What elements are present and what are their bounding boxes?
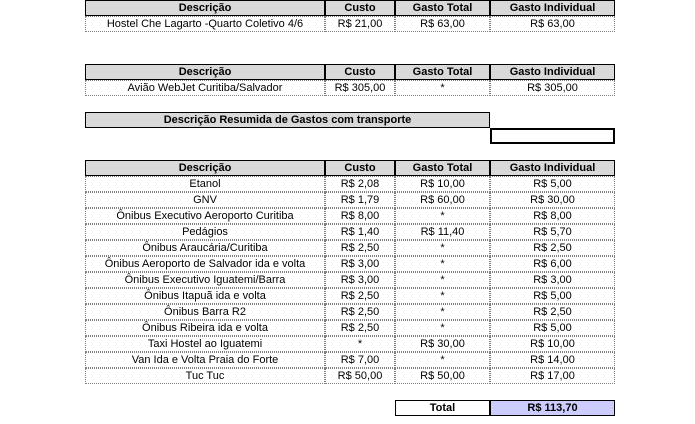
blank-cell[interactable] <box>325 128 395 144</box>
data-cell-gasto-individual[interactable] <box>490 320 615 336</box>
spacer-cell <box>615 112 695 128</box>
spacer-cell <box>0 112 85 128</box>
cell-text: R$ 1,40 <box>325 224 395 240</box>
spacer-cell <box>615 144 695 160</box>
cell-text <box>395 144 490 160</box>
header-label-gasto-total: Gasto Total <box>395 64 490 80</box>
cell-text: Ônibus Itapuã ida e volta <box>85 288 325 304</box>
blank-cell[interactable] <box>490 32 615 48</box>
cell-text: R$ 5,00 <box>490 288 615 304</box>
spacer-cell <box>615 336 695 352</box>
cell-text: Ônibus Executivo Iguatemi/Barra <box>85 272 325 288</box>
spacer-cell <box>0 0 85 16</box>
header-cell-gasto-total <box>395 160 490 176</box>
data-cell-gasto-individual[interactable] <box>490 224 615 240</box>
data-cell-descricao[interactable] <box>85 304 325 320</box>
blank-cell[interactable] <box>85 128 325 144</box>
cell-text: R$ 2,50 <box>490 240 615 256</box>
cell-text <box>490 48 615 64</box>
spacer-cell <box>0 32 85 48</box>
blank-cell[interactable] <box>395 32 490 48</box>
spacer-cell <box>0 176 85 192</box>
cell-text: Ônibus Barra R2 <box>85 304 325 320</box>
cell-text: R$ 2,50 <box>325 288 395 304</box>
cell-text: R$ 5,00 <box>490 176 615 192</box>
data-cell-custo[interactable] <box>325 368 395 384</box>
cell-text: Tuc Tuc <box>85 368 325 384</box>
data-cell-gasto-total[interactable] <box>395 192 490 208</box>
header-cell-custo <box>325 0 395 16</box>
cell-text <box>85 384 325 400</box>
data-cell-descricao[interactable] <box>85 224 325 240</box>
table-row <box>0 352 695 368</box>
data-cell-descricao[interactable] <box>85 176 325 192</box>
table-row <box>0 288 695 304</box>
spacer-cell <box>615 400 695 416</box>
spacer-cell <box>0 320 85 336</box>
spacer-cell <box>0 224 85 240</box>
blank-cell[interactable] <box>490 96 615 112</box>
table-row <box>0 64 695 80</box>
cell-text <box>395 128 490 144</box>
cell-text <box>490 112 615 128</box>
blank-row <box>0 144 695 160</box>
data-cell-gasto-individual[interactable] <box>490 288 615 304</box>
data-cell-gasto-individual[interactable] <box>490 336 615 352</box>
data-cell-gasto-total[interactable] <box>395 16 490 32</box>
cell-text <box>85 32 325 48</box>
cell-text: R$ 50,00 <box>325 368 395 384</box>
cell-text <box>325 48 395 64</box>
header-label-gasto-individual: Gasto Individual <box>490 0 615 16</box>
spacer-cell <box>615 192 695 208</box>
cell-text: R$ 50,00 <box>395 368 490 384</box>
header-label-gasto-individual: Gasto Individual <box>490 64 615 80</box>
cell-text: R$ 30,00 <box>395 336 490 352</box>
data-cell-gasto-total[interactable] <box>395 336 490 352</box>
spacer-cell <box>0 144 85 160</box>
blank-cell[interactable] <box>85 400 325 416</box>
header-label-custo: Custo <box>325 160 395 176</box>
selection-outline <box>490 128 615 144</box>
cell-text: Etanol <box>85 176 325 192</box>
data-cell-custo[interactable] <box>325 256 395 272</box>
cell-text: R$ 10,00 <box>490 336 615 352</box>
data-cell-custo[interactable] <box>325 192 395 208</box>
blank-cell[interactable] <box>395 48 490 64</box>
spacer-cell <box>0 128 85 144</box>
cell-text: R$ 8,00 <box>325 208 395 224</box>
spacer-cell <box>615 240 695 256</box>
cell-text: * <box>395 320 490 336</box>
cell-text: * <box>395 272 490 288</box>
table-row <box>0 304 695 320</box>
data-cell-descricao[interactable] <box>85 352 325 368</box>
cell-text <box>490 96 615 112</box>
data-cell-custo[interactable] <box>325 224 395 240</box>
cell-text <box>85 400 325 416</box>
cell-text: R$ 17,00 <box>490 368 615 384</box>
cell-text: * <box>395 304 490 320</box>
header-cell-custo <box>325 160 395 176</box>
section-title-text: Descrição Resumida de Gastos com transporte <box>85 112 490 128</box>
spacer-cell <box>0 48 85 64</box>
header-cell-gasto-individual <box>490 0 615 16</box>
spacer-cell <box>0 160 85 176</box>
cell-text: R$ 14,00 <box>490 352 615 368</box>
total-value-text: R$ 113,70 <box>490 400 615 416</box>
cell-text: R$ 30,00 <box>490 192 615 208</box>
data-cell-gasto-individual[interactable] <box>490 352 615 368</box>
cell-text: R$ 8,00 <box>490 208 615 224</box>
blank-cell[interactable] <box>85 32 325 48</box>
section-title-cell <box>85 112 490 128</box>
cell-text <box>395 32 490 48</box>
data-cell-gasto-total[interactable] <box>395 288 490 304</box>
cell-text: Taxi Hostel ao Iguatemi <box>85 336 325 352</box>
header-label-gasto-total: Gasto Total <box>395 160 490 176</box>
spacer-cell <box>615 32 695 48</box>
spacer-cell <box>615 64 695 80</box>
cell-text: * <box>395 288 490 304</box>
data-cell-descricao[interactable] <box>85 368 325 384</box>
header-cell-descricao <box>85 0 325 16</box>
cell-text <box>85 128 325 144</box>
section-title-row <box>0 112 695 128</box>
header-cell-gasto-individual <box>490 160 615 176</box>
header-cell-descricao <box>85 160 325 176</box>
spacer-cell <box>615 0 695 16</box>
spacer-cell <box>615 384 695 400</box>
blank-cell[interactable] <box>325 48 395 64</box>
total-label-cell[interactable] <box>395 400 490 416</box>
data-cell-gasto-individual[interactable] <box>490 16 615 32</box>
data-cell-descricao[interactable] <box>85 256 325 272</box>
spacer-cell <box>615 288 695 304</box>
spacer-cell <box>615 48 695 64</box>
spacer-cell <box>0 272 85 288</box>
blank-cell[interactable] <box>490 112 615 128</box>
spacer-cell <box>0 96 85 112</box>
cell-text: Ônibus Executivo Aeroporto Curitiba <box>85 208 325 224</box>
header-cell-gasto-total <box>395 64 490 80</box>
data-cell-custo[interactable] <box>325 320 395 336</box>
total-value-cell[interactable] <box>490 400 615 416</box>
spacer-cell <box>615 352 695 368</box>
data-cell-gasto-individual[interactable] <box>490 304 615 320</box>
blank-cell[interactable] <box>395 144 490 160</box>
cell-text <box>395 48 490 64</box>
table-row <box>0 192 695 208</box>
spacer-cell <box>615 368 695 384</box>
cell-text: R$ 5,00 <box>490 320 615 336</box>
blank-row <box>0 32 695 48</box>
data-cell-gasto-total[interactable] <box>395 320 490 336</box>
spacer-cell <box>0 288 85 304</box>
data-cell-gasto-individual[interactable] <box>490 240 615 256</box>
table-row <box>0 160 695 176</box>
cell-text: R$ 2,50 <box>490 304 615 320</box>
cell-text: Ônibus Aeroporto de Salvador ida e volta <box>85 256 325 272</box>
data-cell-descricao[interactable] <box>85 288 325 304</box>
cell-text: R$ 5,70 <box>490 224 615 240</box>
blank-cell[interactable] <box>490 144 615 160</box>
selection-row <box>0 128 695 144</box>
data-cell-gasto-total[interactable] <box>395 256 490 272</box>
total-label-text: Total <box>395 400 490 416</box>
header-label-descricao: Descrição <box>85 0 325 16</box>
data-cell-gasto-individual[interactable] <box>490 256 615 272</box>
data-cell-gasto-individual[interactable] <box>490 368 615 384</box>
cell-text: R$ 21,00 <box>325 16 395 32</box>
blank-cell[interactable] <box>325 32 395 48</box>
cell-text: R$ 2,50 <box>325 304 395 320</box>
spacer-cell <box>615 272 695 288</box>
header-label-custo: Custo <box>325 64 395 80</box>
data-cell-gasto-total[interactable] <box>395 304 490 320</box>
data-cell-descricao[interactable] <box>85 272 325 288</box>
header-cell-gasto-individual <box>490 64 615 80</box>
blank-cell[interactable] <box>325 384 395 400</box>
data-cell-gasto-total[interactable] <box>395 208 490 224</box>
header-label-gasto-total: Gasto Total <box>395 0 490 16</box>
cell-text: R$ 1,79 <box>325 192 395 208</box>
table-row <box>0 272 695 288</box>
cell-text: * <box>325 336 395 352</box>
data-cell-descricao[interactable] <box>85 192 325 208</box>
header-label-custo: Custo <box>325 0 395 16</box>
table-row <box>0 240 695 256</box>
blank-cell[interactable] <box>85 384 325 400</box>
blank-cell[interactable] <box>85 48 325 64</box>
cell-text: Ônibus Ribeira ida e volta <box>85 320 325 336</box>
blank-cell[interactable] <box>325 400 395 416</box>
cell-text: R$ 63,00 <box>395 16 490 32</box>
spacer-cell <box>0 208 85 224</box>
table-row <box>0 176 695 192</box>
cell-text: R$ 2,50 <box>325 320 395 336</box>
spacer-cell <box>615 256 695 272</box>
cell-text <box>325 384 395 400</box>
cell-text <box>490 144 615 160</box>
cell-text <box>325 144 395 160</box>
spacer-cell <box>0 192 85 208</box>
blank-cell[interactable] <box>85 144 325 160</box>
blank-cell[interactable] <box>395 384 490 400</box>
table-row <box>0 320 695 336</box>
cell-text: R$ 305,00 <box>490 80 615 96</box>
data-cell-descricao[interactable] <box>85 240 325 256</box>
data-cell-custo[interactable] <box>325 336 395 352</box>
cell-text: * <box>395 80 490 96</box>
header-label-descricao: Descrição <box>85 64 325 80</box>
spacer-cell <box>0 384 85 400</box>
data-cell-gasto-total[interactable] <box>395 240 490 256</box>
cell-text: Hostel Che Lagarto -Quarto Coletivo 4/6 <box>85 16 325 32</box>
data-cell-custo[interactable] <box>325 80 395 96</box>
spacer-cell <box>615 160 695 176</box>
header-cell-descricao <box>85 64 325 80</box>
data-cell-descricao[interactable] <box>85 336 325 352</box>
spacer-cell <box>0 352 85 368</box>
table-row <box>0 224 695 240</box>
cell-text <box>325 400 395 416</box>
header-label-descricao: Descrição <box>85 160 325 176</box>
data-cell-descricao[interactable] <box>85 16 325 32</box>
data-cell-custo[interactable] <box>325 272 395 288</box>
cell-text: * <box>395 240 490 256</box>
data-cell-custo[interactable] <box>325 16 395 32</box>
cell-text: R$ 63,00 <box>490 16 615 32</box>
table-row <box>0 208 695 224</box>
spacer-cell <box>615 96 695 112</box>
cell-text <box>395 96 490 112</box>
table-row <box>0 336 695 352</box>
cell-text: R$ 305,00 <box>325 80 395 96</box>
cell-text <box>325 96 395 112</box>
cell-text: Avião WebJet Curitiba/Salvador <box>85 80 325 96</box>
spacer-cell <box>0 256 85 272</box>
total-row <box>0 400 695 416</box>
cell-text: * <box>395 256 490 272</box>
data-cell-gasto-total[interactable] <box>395 368 490 384</box>
cell-text <box>85 144 325 160</box>
spacer-cell <box>615 208 695 224</box>
blank-cell[interactable] <box>85 96 325 112</box>
spacer-cell <box>615 80 695 96</box>
spacer-cell <box>615 320 695 336</box>
blank-cell[interactable] <box>395 96 490 112</box>
cell-text: R$ 3,00 <box>325 272 395 288</box>
cell-text <box>325 128 395 144</box>
data-cell-gasto-individual[interactable] <box>490 80 615 96</box>
active-cell-selection[interactable] <box>490 128 615 144</box>
cell-text: Pedágios <box>85 224 325 240</box>
spacer-cell <box>615 176 695 192</box>
blank-cell[interactable] <box>490 384 615 400</box>
cell-text <box>85 48 325 64</box>
cell-text <box>325 32 395 48</box>
blank-cell[interactable] <box>490 48 615 64</box>
spacer-cell <box>615 224 695 240</box>
table-row <box>0 0 695 16</box>
spacer-cell <box>615 304 695 320</box>
cell-text: * <box>395 352 490 368</box>
data-cell-custo[interactable] <box>325 304 395 320</box>
blank-row <box>0 384 695 400</box>
data-cell-gasto-total[interactable] <box>395 352 490 368</box>
data-cell-custo[interactable] <box>325 176 395 192</box>
data-cell-custo[interactable] <box>325 240 395 256</box>
blank-cell[interactable] <box>395 128 490 144</box>
data-cell-custo[interactable] <box>325 208 395 224</box>
data-cell-gasto-total[interactable] <box>395 272 490 288</box>
cell-text: R$ 2,08 <box>325 176 395 192</box>
blank-row <box>0 96 695 112</box>
cell-text: R$ 6,00 <box>490 256 615 272</box>
cell-text: Van Ida e Volta Praia do Forte <box>85 352 325 368</box>
data-cell-gasto-individual[interactable] <box>490 208 615 224</box>
data-cell-descricao[interactable] <box>85 208 325 224</box>
data-cell-custo[interactable] <box>325 352 395 368</box>
spacer-cell <box>0 304 85 320</box>
data-cell-gasto-total[interactable] <box>395 80 490 96</box>
cell-text: R$ 3,00 <box>490 272 615 288</box>
spacer-cell <box>0 368 85 384</box>
blank-row <box>0 48 695 64</box>
data-cell-gasto-individual[interactable] <box>490 272 615 288</box>
cell-text: R$ 11,40 <box>395 224 490 240</box>
data-cell-descricao[interactable] <box>85 320 325 336</box>
cell-text: R$ 3,00 <box>325 256 395 272</box>
cell-text: R$ 60,00 <box>395 192 490 208</box>
data-cell-gasto-total[interactable] <box>395 224 490 240</box>
spacer-cell <box>0 400 85 416</box>
spacer-cell <box>0 80 85 96</box>
data-cell-descricao[interactable] <box>85 80 325 96</box>
cell-text <box>490 384 615 400</box>
table-row <box>0 256 695 272</box>
cell-text: * <box>395 208 490 224</box>
header-cell-gasto-total <box>395 0 490 16</box>
cell-text <box>85 96 325 112</box>
data-cell-gasto-total[interactable] <box>395 176 490 192</box>
table-row <box>0 16 695 32</box>
header-cell-custo <box>325 64 395 80</box>
blank-cell[interactable] <box>325 96 395 112</box>
cell-text: R$ 2,50 <box>325 240 395 256</box>
cell-text <box>490 32 615 48</box>
spacer-cell <box>0 240 85 256</box>
table-row <box>0 80 695 96</box>
blank-cell[interactable] <box>325 144 395 160</box>
data-cell-gasto-individual[interactable] <box>490 192 615 208</box>
data-cell-gasto-individual[interactable] <box>490 176 615 192</box>
spacer-cell <box>0 64 85 80</box>
data-cell-custo[interactable] <box>325 288 395 304</box>
header-label-gasto-individual: Gasto Individual <box>490 160 615 176</box>
spacer-cell <box>0 16 85 32</box>
spacer-cell <box>615 128 695 144</box>
cell-text: R$ 10,00 <box>395 176 490 192</box>
cell-text: Ônibus Araucária/Curitiba <box>85 240 325 256</box>
cell-text: GNV <box>85 192 325 208</box>
spacer-cell <box>615 16 695 32</box>
spacer-cell <box>0 336 85 352</box>
cell-text <box>395 384 490 400</box>
table-row <box>0 368 695 384</box>
cell-text: R$ 7,00 <box>325 352 395 368</box>
